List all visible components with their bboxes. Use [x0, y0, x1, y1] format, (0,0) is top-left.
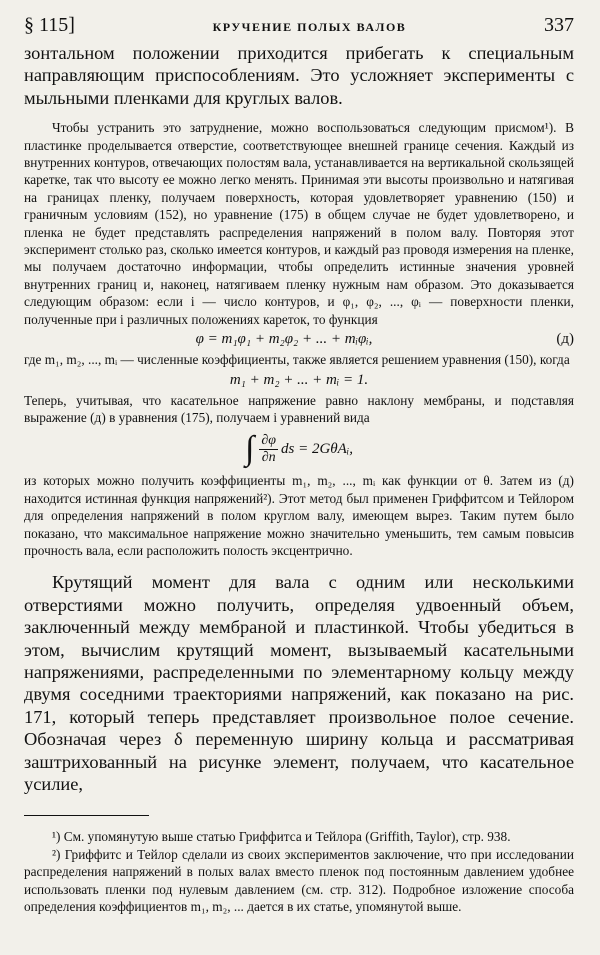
integral-rest: ds = 2GθAᵢ,	[281, 440, 353, 457]
formula-sum	[24, 372, 574, 389]
formula-d-tag: (д)	[556, 331, 574, 348]
derivative-fraction	[259, 433, 278, 466]
fraction-numerator: ∂φ	[261, 432, 277, 448]
running-title: КРУЧЕНИЕ ПОЛЫХ ВАЛОВ	[212, 20, 407, 34]
formula-d-expression: φ = m₁φ₁ + m₂φ₂ + ... + mᵢφᵢ,	[195, 331, 373, 348]
small-paragraph-method: Чтобы устранить это затруднение, можно воспользоваться следующим присмом¹). В пластинке проделывается отверстие, соответствующее внешней границе сечения. Каждый из внутренних контуров, отвечающих полостям вала, устанавливается на вертикальной скользящей каретке, так что высоту ее можно легко менять. Принимая эти высоты произвольно и натягивая на границах пленку, получаем поверхность, которая удовлетворяет уравнению (150) и граничным условиям (152), но уравнение (175) в общем случае не будет удовлетворено, и пленка не будет представлять распределения напряжений в полом валу. Повторяя этот эксперимент столько раз, сколько имеется контуров, и каждый раз проводя измерения на пленке, мы получаем достаточно информации, чтобы определить истинные значения уровней внутренних границ и, наконец, натягиваем пленку нужным нам образом. Это доказывается следующим образом: если i — число контуров, и φ₁, φ₂, ..., φᵢ — поверхности пленки, полученные при i различных положениях кареток, то функция	[24, 120, 574, 327]
integral-sign: ∫	[245, 430, 255, 468]
fraction-denominator: ∂n	[261, 449, 276, 465]
integral-equation	[24, 432, 574, 466]
page-number: 337	[543, 14, 574, 36]
small-paragraph-conclusion: из которых можно получить коэффициенты m₁, m₂, ..., mᵢ как функции от θ. Затем из (д) находится истинная функция напряжений²). Этот метод был применен Гриффитсом и Тейлором для определения напряжений в полом круглом валу, имеющем вырез. Таким путем было показано, что максимальное напряжение можно значительно уменьшить, тем самым повысив прочность вала, если расположить полость эксцентрично.	[24, 473, 574, 558]
paragraph-continuation: зонтальном положении приходится прибегать к специальным направляющим приспособлениям. Это усложняет эксперименты с мыльными пленками для круглых валов.	[24, 43, 574, 108]
paragraph-torque: Крутящий момент для вала с одним или несколькими отверстиями можно получить, определяя удвоенный объем, заключенный между мембраной и пластинкой. Чтобы убедиться в этом, вычислим крутящий момент, вызываемый касательными напряжениями, распределенными по элементарному кольцу между двумя соседними траекториями напряжений, как показано на рис. 171, который теперь представляет произвольное полое сечение. Обозначая через δ переменную ширину кольца и рассматривая заштрихованный на рисунке элемент, получаем, что касательное усилие,	[24, 572, 574, 794]
footnote-1: ¹) См. упомянутую выше статью Гриффитса и Тейлора (Griffith, Taylor), стр. 938.	[52, 829, 511, 845]
small-paragraph-substitution: Теперь, учитывая, что касательное напряжение равно наклону мембраны, и подставляя выражение (д) в уравнения (175), получаем i уравнений вида	[24, 392, 574, 425]
formula-d	[24, 331, 574, 348]
small-paragraph-coefficients: где m₁, m₂, ..., mᵢ — численные коэффициенты, также является решением уравнения (150), когда	[24, 352, 570, 368]
formula-sum-expression: m₁ + m₂ + ... + mᵢ = 1.	[229, 371, 369, 388]
section-number: § 115]	[24, 14, 75, 36]
footnote-2: ²) Гриффитс и Тейлор сделали из своих экспериментов заключение, что при исследовании распределения напряжений в полых валах вместо пленок под постоянным давлением удобнее использовать пленки под нулевым давлением (см. стр. 312). Подробное изложение способа определения коэффициентов m₁, m₂, ... дается в их статье, упомянутой выше.	[24, 846, 574, 915]
running-header	[24, 14, 574, 42]
footnote-divider	[24, 815, 149, 816]
